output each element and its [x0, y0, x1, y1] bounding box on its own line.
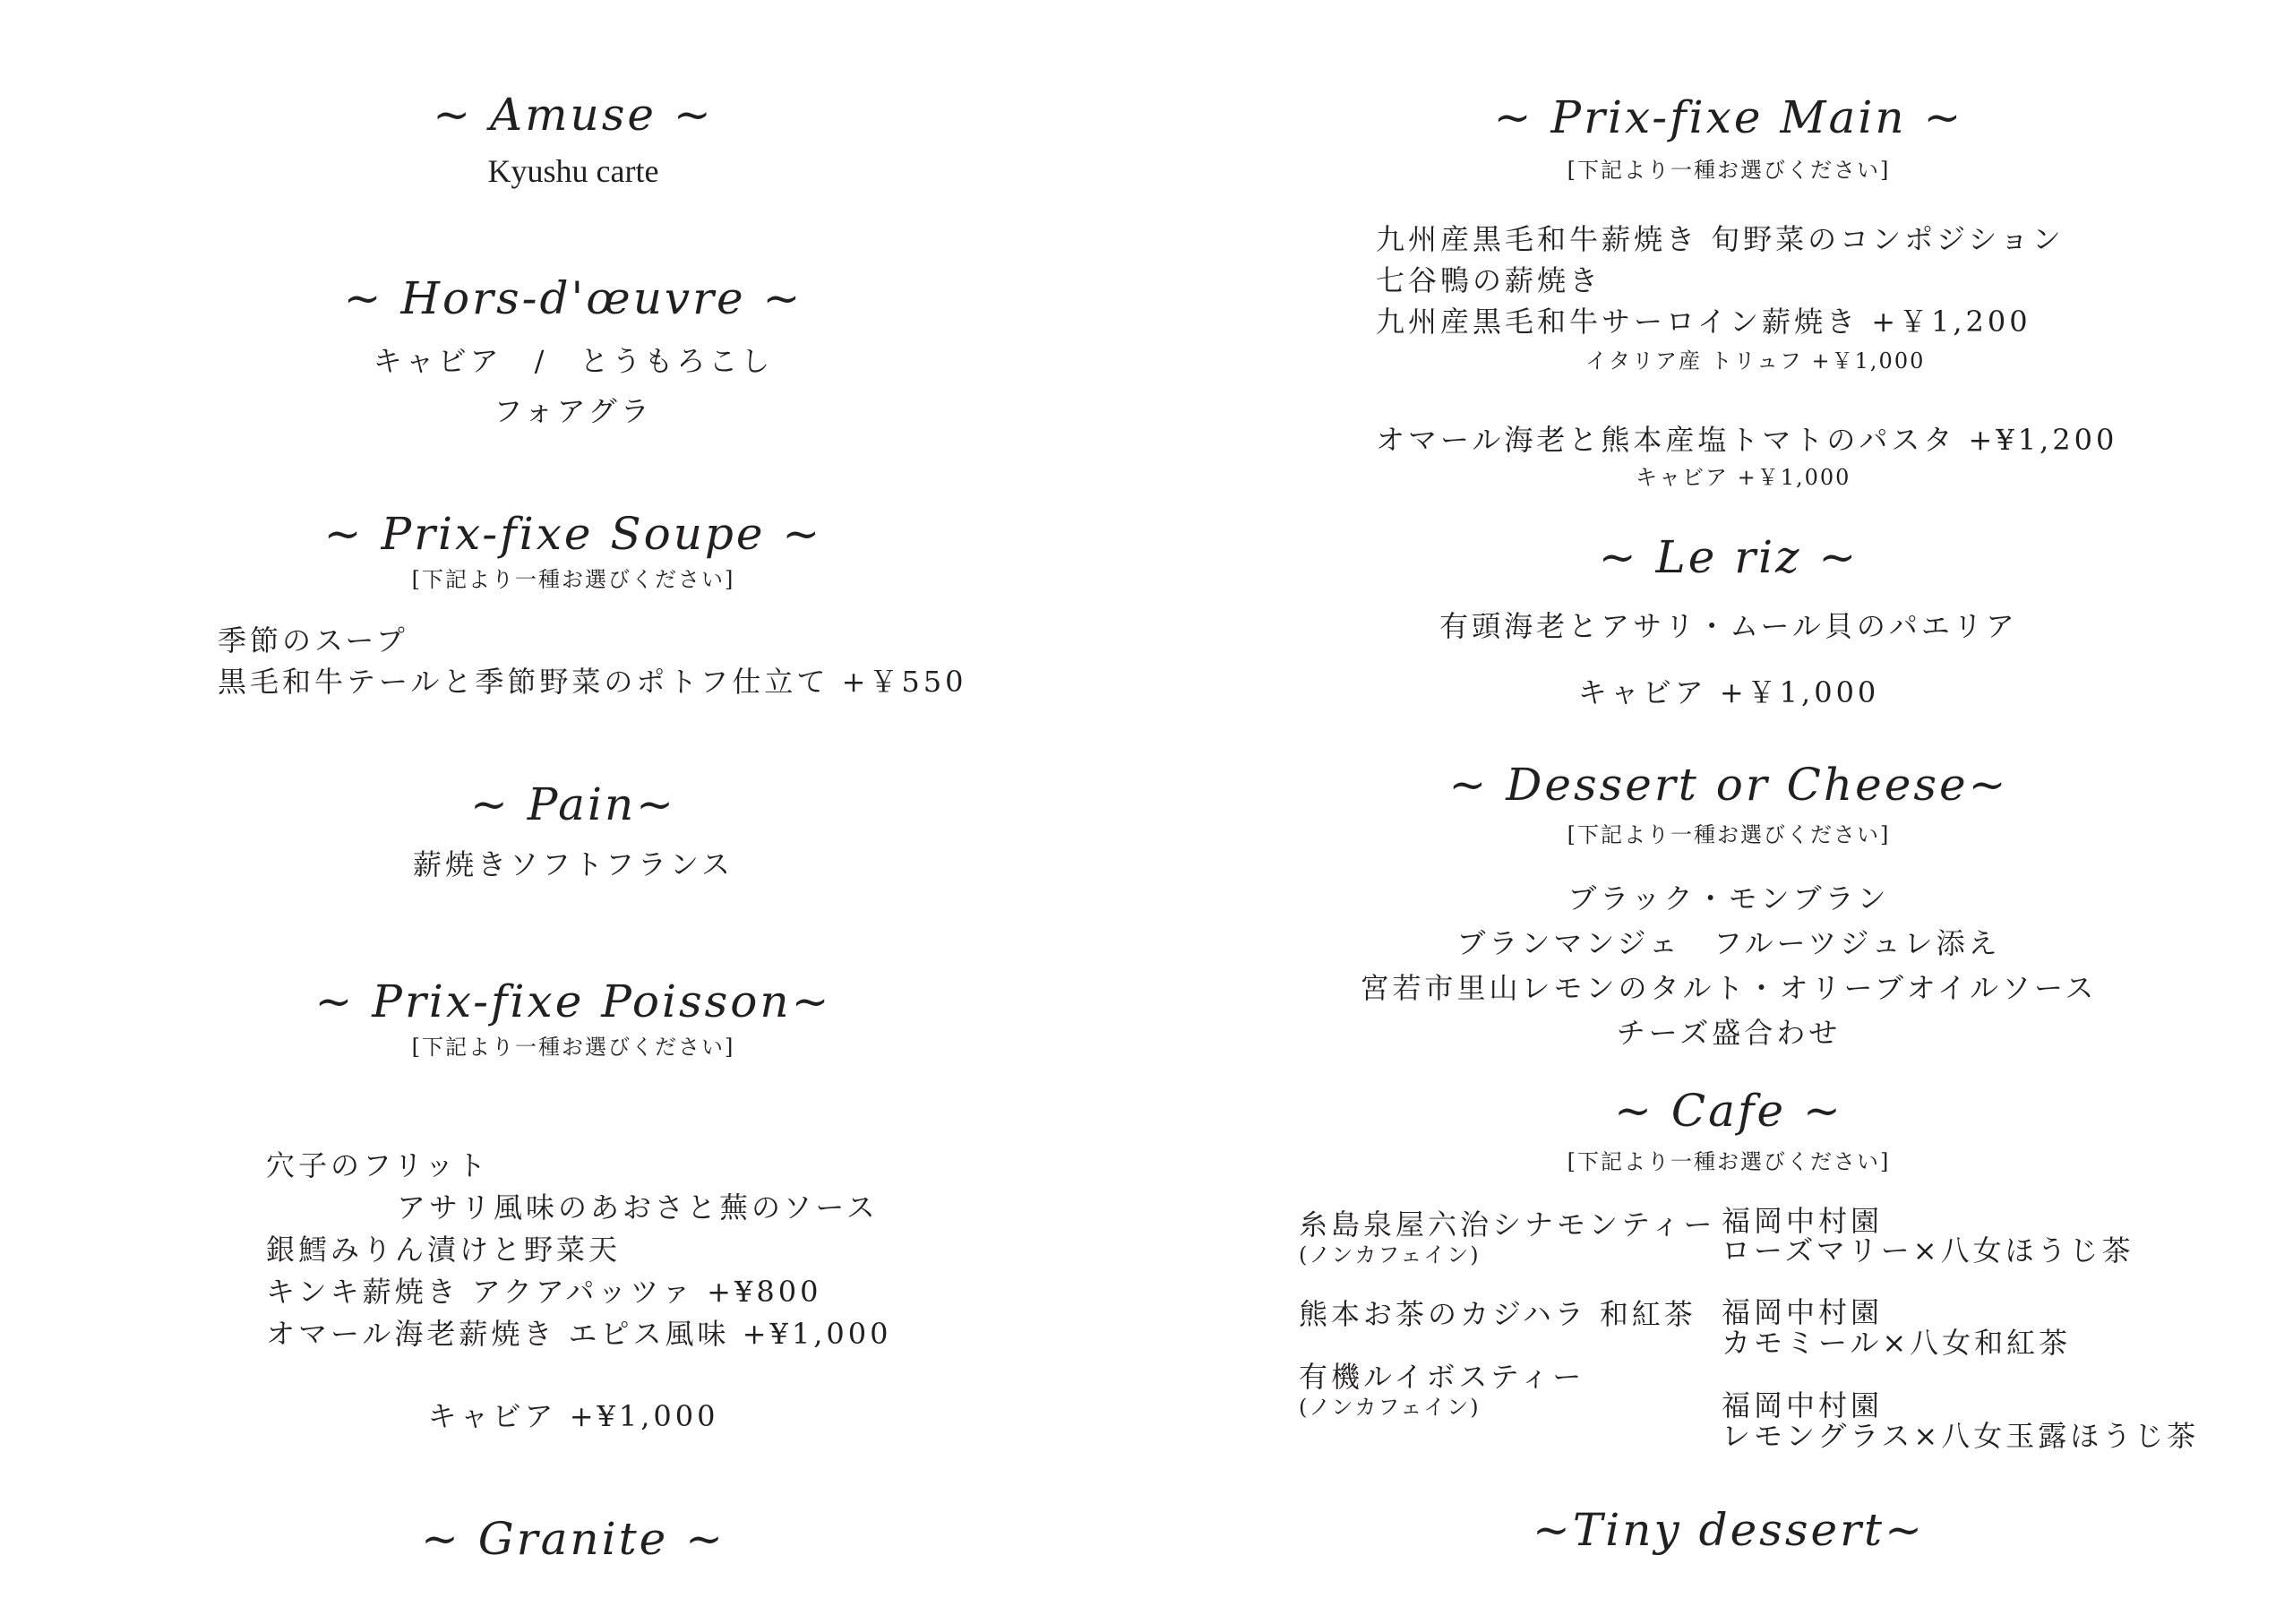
cafe-tea-name: ローズマリー×八女ほうじ茶	[1722, 1233, 2134, 1267]
soupe-note: [下記より一種お選びください]	[411, 567, 735, 592]
poisson-note: [下記より一種お選びください]	[411, 1035, 735, 1060]
cafe-tea-shop: 福岡中村園	[1722, 1204, 1884, 1238]
soupe-item: 季節のスープ	[218, 623, 408, 657]
main-truffle-option: イタリア産 トリュフ +￥1,000	[1585, 348, 1926, 374]
riz-item: 有頭海老とアサリ・ムール貝のパエリア	[1439, 609, 2018, 643]
cafe-heading: ~ Cafe ~	[1614, 1085, 1843, 1137]
cafe-tea-name: 有機ルイボスティー	[1299, 1360, 1585, 1394]
riz-caviar: キャビア +￥1,000	[1577, 675, 1880, 709]
amuse-heading: ~ Amuse ~	[433, 89, 714, 141]
cafe-tea-name: レモングラス×八女玉露ほうじ茶	[1722, 1419, 2200, 1453]
cafe-tea-shop: 福岡中村園	[1722, 1388, 1884, 1422]
cafe-note: [下記より一種お選びください]	[1567, 1149, 1891, 1174]
main-item: 九州産黒毛和牛サーロイン薪焼き +￥1,200	[1376, 305, 2031, 339]
hors-doeuvre-item: フォアグラ	[494, 394, 653, 428]
riz-heading: ~ Le riz ~	[1598, 531, 1859, 583]
main-caviar-option: キャビア +￥1,000	[1636, 465, 1851, 490]
poisson-heading: ~ Prix-fixe Poisson~	[314, 975, 832, 1027]
tiny-dessert-heading: ~Tiny dessert~	[1533, 1504, 1925, 1556]
amuse-item: Kyushu carte	[487, 153, 659, 189]
main-item: 九州産黒毛和牛薪焼き 旬野菜のコンポジション	[1376, 222, 2065, 256]
poisson-item: 銀鱈みりん漬けと野菜天	[266, 1233, 622, 1267]
main-item: 七谷鴨の薪焼き	[1376, 263, 1602, 297]
dessert-note: [下記より一種お選びください]	[1567, 822, 1891, 847]
dessert-item: チーズ盛合わせ	[1616, 1016, 1842, 1050]
hors-doeuvre-heading: ~ Hors-d'œuvre ~	[343, 272, 803, 324]
main-note: [下記より一種お選びください]	[1567, 158, 1891, 183]
pain-heading: ~ Pain~	[469, 778, 677, 830]
poisson-item: オマール海老薪焼き エピス風味 +¥1,000	[266, 1317, 892, 1351]
poisson-item: 穴子のフリット	[266, 1148, 490, 1182]
cafe-tea-name: カモミール×八女和紅茶	[1722, 1326, 2072, 1360]
dessert-item: ブランマンジェ フルーツジュレ添え	[1456, 926, 2001, 960]
dessert-heading: ~ Dessert or Cheese~	[1448, 759, 2009, 811]
pain-item: 薪焼きソフトフランス	[412, 847, 734, 881]
dessert-item: ブラック・モンブラン	[1567, 881, 1890, 915]
soupe-heading: ~ Prix-fixe Soupe ~	[323, 508, 823, 560]
main-pasta-item: オマール海老と熊本産塩トマトのパスタ +¥1,200	[1376, 423, 2118, 457]
soupe-item: 黒毛和牛テールと季節野菜のポトフ仕立て +￥550	[218, 665, 967, 699]
cafe-tea-note: (ノンカフェイン)	[1299, 1242, 1481, 1267]
cafe-tea-name: 熊本お茶のカジハラ 和紅茶	[1299, 1297, 1696, 1331]
cafe-tea-note: (ノンカフェイン)	[1299, 1395, 1481, 1420]
hors-doeuvre-item: キャビア / とうもろこし	[373, 344, 774, 378]
poisson-item: アサリ風味のあおさと蕪のソース	[397, 1190, 879, 1224]
main-heading: ~ Prix-fixe Main ~	[1493, 91, 1964, 143]
cafe-tea-name: 糸島泉屋六治シナモンティー	[1299, 1207, 1716, 1242]
poisson-item: キンキ薪焼き アクアパッツァ +¥800	[266, 1275, 822, 1309]
dessert-item: 宮若市里山レモンのタルト・オリーブオイルソース	[1360, 971, 2098, 1005]
granite-heading: ~ Granite ~	[420, 1513, 726, 1565]
poisson-caviar: キャビア +¥1,000	[427, 1399, 719, 1433]
cafe-tea-shop: 福岡中村園	[1722, 1295, 1884, 1329]
